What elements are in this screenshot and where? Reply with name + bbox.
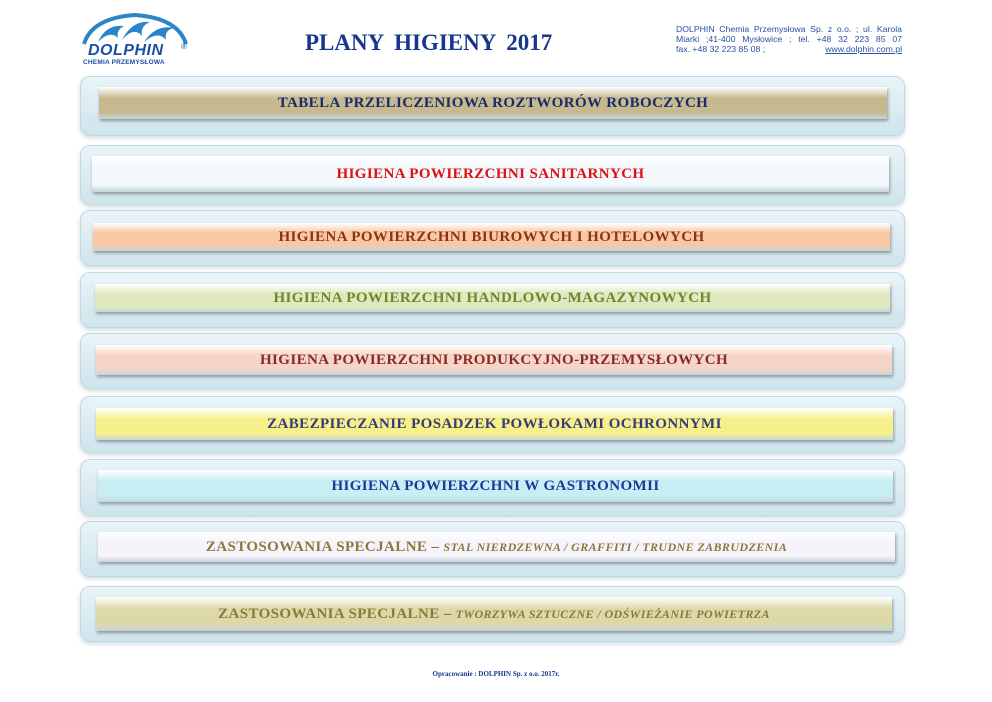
menu-button[interactable] — [96, 408, 893, 440]
company-logo[interactable] — [80, 12, 198, 70]
menu-item-higiena-sanitarnych[interactable] — [80, 145, 905, 205]
contact-phone-line: Miarki ;41-400 Mysłowice ; tel. +48 32 223 85 07 — [676, 34, 902, 44]
menu-button[interactable] — [98, 532, 895, 562]
dolphin-icon — [80, 12, 190, 46]
menu-sublabel: STAL NIERDZEWNA / GRAFFITI / TRUDNE ZABRUDZENIA — [443, 539, 788, 554]
menu-label: HIGIENA POWIERZCHNI W GASTRONOMII — [331, 477, 660, 494]
menu-item-higiena-produkcyjno[interactable] — [80, 333, 905, 389]
menu-label: HIGIENA POWIERZCHNI HANDLOWO-MAGAZYNOWYCH — [273, 289, 712, 306]
menu-button[interactable] — [93, 223, 890, 251]
contact-fax-line — [676, 44, 902, 54]
page-title: PLANY HIGIENY 2017 — [305, 30, 553, 55]
menu-sublabel: TWORZYWA SZTUCZNE / ODŚWIEŻANIE POWIETRZA — [455, 606, 770, 621]
menu-button[interactable] — [95, 284, 890, 312]
logo-wordmark: DOLPHIN — [88, 42, 164, 59]
contact-fax: fax. +48 32 223 85 08 ; — [676, 44, 766, 54]
menu-label: HIGIENA POWIERZCHNI BIUROWYCH I HOTELOWYCH — [278, 228, 705, 245]
menu-label: HIGIENA POWIERZCHNI PRODUKCYJNO-PRZEMYSŁOWYCH — [259, 351, 729, 368]
menu-label: TABELA PRZELICZENIOWA ROZTWORÓW ROBOCZYCH — [277, 94, 709, 111]
footer-credit: Opracowanie : DOLPHIN Sp. z o.o. 2017r. — [432, 670, 560, 678]
menu-item-higiena-biurowych[interactable] — [80, 210, 905, 266]
contact-address-line: DOLPHIN Chemia Przemysłowa Sp. z o.o. ; ul. Karola — [676, 24, 902, 34]
menu-item-zastosowania-stal[interactable] — [80, 521, 905, 577]
menu-button[interactable] — [96, 345, 892, 375]
registered-mark: ® — [181, 42, 187, 51]
menu-label: ZASTOSOWANIA SPECJALNE – — [218, 605, 452, 622]
contact-info — [676, 24, 902, 54]
menu-label: ZASTOSOWANIA SPECJALNE – — [205, 538, 440, 555]
menu-item-tabela-przeliczeniowa[interactable] — [80, 76, 905, 136]
menu-button[interactable] — [99, 87, 887, 119]
menu-button[interactable] — [98, 470, 893, 502]
menu-item-zastosowania-tworzywa[interactable] — [80, 586, 905, 642]
menu-label: HIGIENA POWIERZCHNI SANITARNYCH — [336, 165, 645, 182]
menu-button[interactable] — [96, 597, 892, 631]
menu-item-zabezpieczanie-posadzek[interactable] — [80, 396, 905, 453]
website-link[interactable]: www.dolphin.com.pl — [825, 44, 902, 54]
menu-label: ZABEZPIECZANIE POSADZEK POWŁOKAMI OCHRONNYMI — [267, 415, 722, 432]
logo-subtitle: CHEMIA PRZEMYSŁOWA — [83, 59, 165, 66]
menu-item-higiena-gastronomii[interactable] — [80, 459, 905, 516]
menu-button[interactable] — [92, 156, 889, 192]
menu-item-higiena-handlowo[interactable] — [80, 272, 905, 328]
